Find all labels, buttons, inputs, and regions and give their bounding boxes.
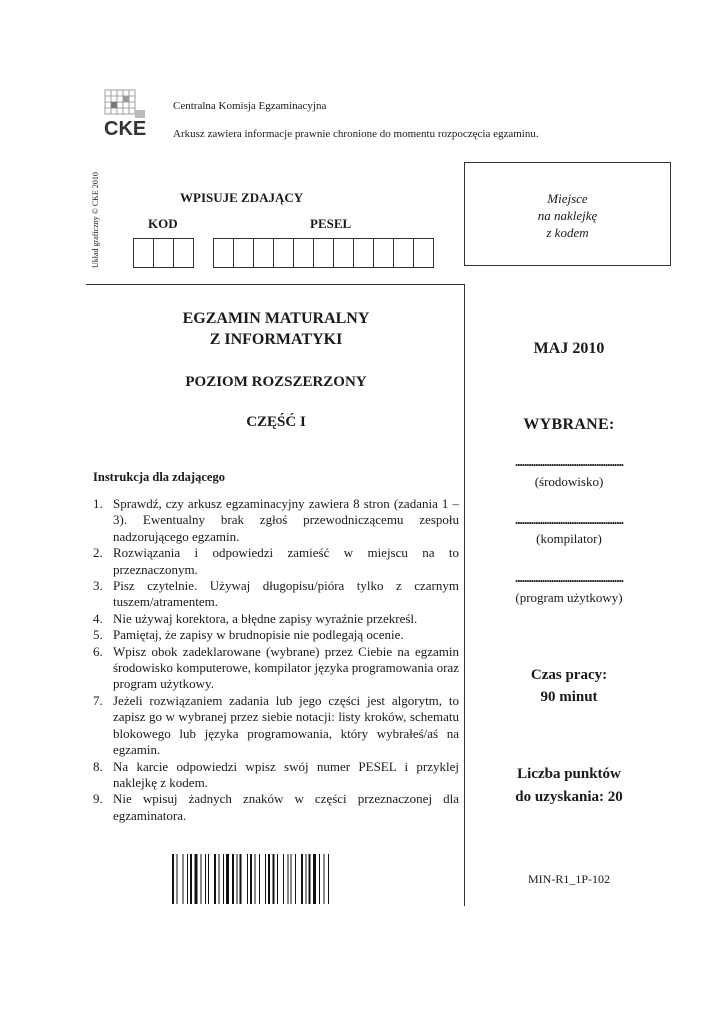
points-info xyxy=(474,763,664,809)
instruction-text: Wpisz obok zadeklarowane (wybrane) przez Ciebie na egzamin środowisko komputerowe, kompilator języka programowania oraz program użytkowy. xyxy=(113,643,459,692)
barcode-bar xyxy=(219,854,220,904)
exam-part: CZĘŚĆ I xyxy=(246,414,306,430)
pesel-box[interactable] xyxy=(253,238,274,268)
pesel-box[interactable] xyxy=(353,238,374,268)
instruction-number: 9. xyxy=(93,791,103,807)
kod-boxes[interactable] xyxy=(134,238,194,268)
barcode-bar xyxy=(324,854,325,904)
pesel-box[interactable] xyxy=(393,238,414,268)
instruction-number: 1. xyxy=(93,496,103,511)
barcode-bar xyxy=(201,854,202,904)
barcode-bar xyxy=(313,854,316,904)
barcode-bar xyxy=(283,854,284,904)
instruction-text: Pisz czytelnie. Używaj długopisu/pióra tylko z czarnym tuszem/atramentem. xyxy=(113,578,459,610)
barcode-bar xyxy=(250,854,252,904)
protection-notice: Arkusz zawiera informacje prawnie chronione do momentu rozpoczęcia egzaminu. xyxy=(173,128,539,140)
barcode-bar xyxy=(177,854,178,904)
exam-date: MAJ 2010 xyxy=(533,340,605,357)
points-label: Liczba punktów xyxy=(517,766,621,782)
barcode-bar xyxy=(265,854,266,904)
copyright-side-note: Układ graficzny © CKE 2010 xyxy=(91,172,100,268)
barcode-bar xyxy=(259,854,260,904)
instruction-item xyxy=(93,545,459,578)
pesel-box[interactable] xyxy=(373,238,394,268)
instruction-number: 3. xyxy=(93,578,103,594)
barcode-bar xyxy=(226,854,229,904)
barcode-bar xyxy=(328,854,329,904)
instruction-item xyxy=(93,496,459,545)
institution-name: Centralna Komisja Egzaminacyjna xyxy=(173,100,327,112)
divider-vertical xyxy=(464,284,465,906)
exam-level: POZIOM ROZSZERZONY xyxy=(185,374,367,390)
instruction-text: Nie używaj korektora, a błędne zapisy wyraźnie przekreśl. xyxy=(113,610,418,626)
logo-text: CKE xyxy=(104,118,147,140)
instruction-text: Jeżeli rozwiązaniem zadania lub jego części jest algorytm, to zapisz go w wybranej przez siebie notacji: listy kroków, schematu blokowego lub języka programowania, który wybrałeś/aś na egzamin. xyxy=(113,692,459,758)
compiler-label: (kompilator) xyxy=(536,531,602,546)
barcode-bar xyxy=(187,854,188,904)
barcode-bar xyxy=(288,854,289,904)
pesel-box[interactable] xyxy=(413,238,434,268)
barcode-bar xyxy=(195,854,198,904)
barcode-bar xyxy=(295,854,296,904)
barcode-bar xyxy=(301,854,303,904)
instruction-number: 5. xyxy=(93,627,103,643)
sticker-line: na naklejkę xyxy=(537,208,598,223)
pesel-box[interactable] xyxy=(313,238,334,268)
instruction-item xyxy=(93,644,459,693)
barcode-bar xyxy=(172,854,174,904)
instruction-number: 2. xyxy=(93,545,103,561)
barcode-bar xyxy=(319,854,320,904)
sticker-line: z kodem xyxy=(546,225,589,240)
env-label: (środowisko) xyxy=(534,474,604,489)
divider-horizontal xyxy=(86,284,464,285)
sheet-code: MIN-R1_1P-102 xyxy=(527,872,610,886)
instruction-item xyxy=(93,791,459,824)
instruction-item xyxy=(93,759,459,792)
kod-label: KOD xyxy=(148,216,178,231)
exam-title xyxy=(160,308,392,350)
env-dotted-line[interactable]: ................................................ xyxy=(515,454,623,469)
barcode-bar xyxy=(255,854,256,904)
pesel-box[interactable] xyxy=(333,238,354,268)
cke-logo xyxy=(103,88,147,140)
candidate-heading: WPISUJE ZDAJĄCY xyxy=(180,190,304,205)
sticker-placeholder xyxy=(464,162,671,266)
barcode-bar xyxy=(205,854,206,904)
points-value: do uzyskania: 20 xyxy=(515,789,623,805)
barcode xyxy=(172,854,380,904)
barcode-bar xyxy=(240,854,242,904)
instruction-item xyxy=(93,693,459,759)
barcode-bar xyxy=(232,854,234,904)
instructions-title: Instrukcja dla zdającego xyxy=(93,470,225,484)
instruction-item xyxy=(93,611,459,627)
exam-title-line: Z INFORMATYKI xyxy=(209,331,343,348)
pesel-box[interactable] xyxy=(293,238,314,268)
barcode-bar xyxy=(237,854,238,904)
barcode-bar xyxy=(190,854,192,904)
barcode-bar xyxy=(183,854,184,904)
pesel-boxes[interactable] xyxy=(214,238,434,268)
app-label: (program użytkowy) xyxy=(515,590,623,605)
exam-title-line: EGZAMIN MATURALNY xyxy=(182,310,370,327)
barcode-bar xyxy=(208,854,209,904)
chosen-heading: WYBRANE: xyxy=(523,416,615,433)
time-value: 90 minut xyxy=(540,689,598,705)
pesel-box[interactable] xyxy=(213,238,234,268)
kod-box[interactable] xyxy=(173,238,194,268)
instruction-text: Pamiętaj, że zapisy w brudnopisie nie podlegają ocenie. xyxy=(113,627,404,643)
kod-box[interactable] xyxy=(153,238,174,268)
barcode-bar xyxy=(306,854,307,904)
compiler-dotted-line[interactable]: ................................................ xyxy=(515,512,623,527)
instruction-number: 4. xyxy=(93,610,103,626)
pesel-box[interactable] xyxy=(273,238,294,268)
barcode-bar xyxy=(273,854,275,904)
instruction-item xyxy=(93,627,459,643)
instruction-number: 7. xyxy=(93,692,103,708)
barcode-bar xyxy=(268,854,270,904)
time-label: Czas pracy: xyxy=(530,667,608,683)
sticker-line: Miejsce xyxy=(547,191,588,206)
instruction-number: 6. xyxy=(93,643,103,659)
barcode-bar xyxy=(223,854,224,904)
barcode-bar xyxy=(291,854,292,904)
time-info xyxy=(474,664,664,708)
barcode-bar xyxy=(214,854,216,904)
app-dotted-line[interactable]: ................................................ xyxy=(515,570,623,585)
instruction-text: Rozwiązania i odpowiedzi zamieść w miejscu na to przeznaczonym. xyxy=(113,545,459,577)
instructions-list xyxy=(93,496,459,824)
barcode-bar xyxy=(277,854,278,904)
instruction-item xyxy=(93,578,459,611)
pesel-box[interactable] xyxy=(233,238,254,268)
kod-box[interactable] xyxy=(133,238,154,268)
instruction-text: Na karcie odpowiedzi wpisz swój numer PESEL i przyklej naklejkę z kodem. xyxy=(113,758,459,790)
barcode-bar xyxy=(309,854,311,904)
instruction-text: Nie wpisuj żadnych znaków w części przeznaczonej dla egzaminatora. xyxy=(113,791,459,823)
instruction-text: Sprawdź, czy arkusz egzaminacyjny zawiera 8 stron (zadania 1 – 3). Ewentualny brak zgłoś przewodniczącemu zespołu nadzorującego egzamin. xyxy=(113,496,459,544)
instruction-number: 8. xyxy=(93,758,103,774)
barcode-bar xyxy=(247,854,248,904)
pesel-label: PESEL xyxy=(310,216,352,231)
